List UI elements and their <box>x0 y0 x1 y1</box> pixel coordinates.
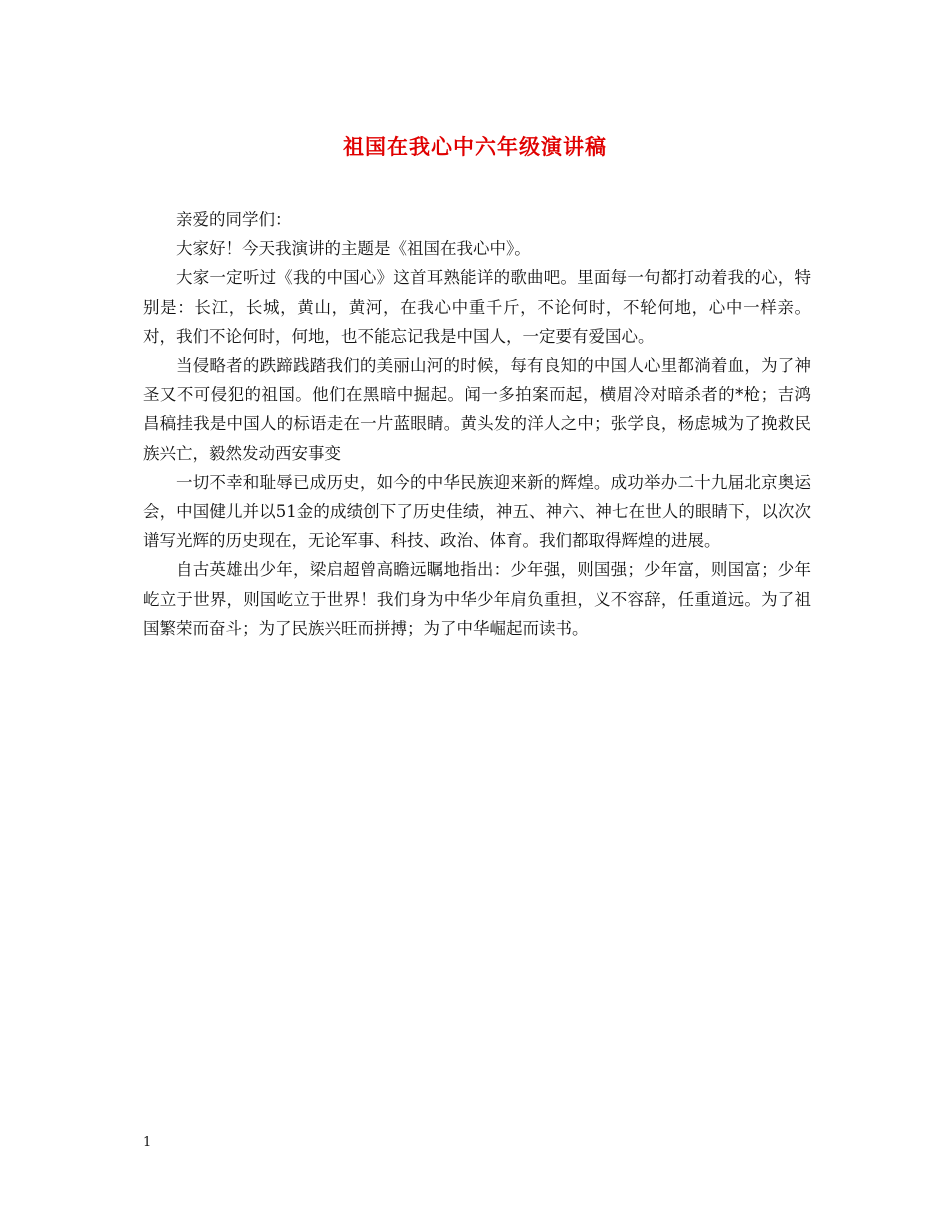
paragraph-song: 大家一定听过《我的中国心》这首耳熟能详的歌曲吧。里面每一句都打动着我的心，特别是：长江，长城，黄山，黄河，在我心中重千斤，不论何时，不轮何地，心中一样亲。对，我们不论何时，何地，也不能忘记我是中国人，一定要有爱国心。 <box>143 268 811 346</box>
paragraph-achievements: 一切不幸和耻辱已成历史，如今的中华民族迎来新的辉煌。成功举办二十九届北京奥运会，中国健儿并以51金的成绩创下了历史佳绩，神五、神六、神七在世人的眼睛下，以次次谱写光辉的历史现在，无论军事、科技、政治、体育。我们都取得辉煌的进展。 <box>143 472 811 551</box>
document-body <box>143 205 811 643</box>
document-title: 祖国在我心中六年级演讲稿 <box>343 134 607 159</box>
page-number: 1 <box>143 1135 152 1150</box>
paragraph-history: 当侵略者的跌蹄践踏我们的美丽山河的时候，每有良知的中国人心里都淌着血，为了神圣又不可侵犯的祖国。他们在黑暗中掘起。闻一多拍案而起，横眉冷对暗杀者的*枪；吉鸿昌稿挂我是中国人的标语走在一片蓝眼睛。黄头发的洋人之中；张学良，杨虑城为了挽救民族兴亡，毅然发动西安事变 <box>143 356 811 463</box>
paragraph-greeting: 亲爱的同学们： <box>176 210 292 229</box>
paragraph-intro: 大家好！今天我演讲的主题是《祖国在我心中》。 <box>176 239 531 259</box>
paragraph-youth: 自古英雄出少年，梁启超曾高瞻远瞩地指出：少年强，则国强；少年富，则国富；少年屹立于世界，则国屹立于世界！我们身为中华少年肩负重担，义不容辞，任重道远。为了祖国繁荣而奋斗；为了民族兴旺而拼搏；为了中华崛起而读书。 <box>143 560 811 638</box>
